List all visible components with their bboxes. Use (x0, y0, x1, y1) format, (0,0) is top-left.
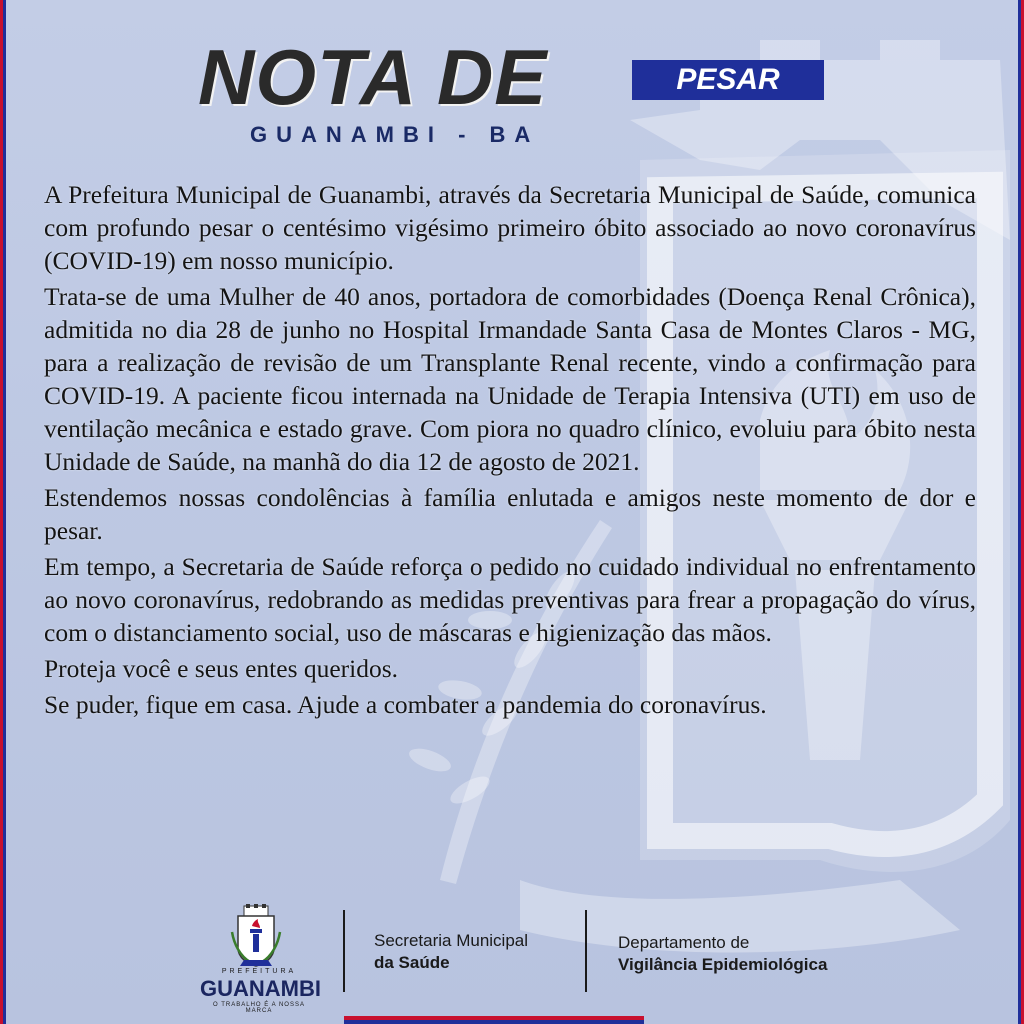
paragraph-intro: A Prefeitura Municipal de Guanambi, através da Secretaria Municipal de Saúde, comunica com profundo pesar o centésimo vigésimo primeiro óbito associado ao novo coronavírus (COVID-19) em nosso município. (44, 180, 976, 275)
paragraph-condolences: Estendemos nossas condolências à família enlutada e amigos neste momento de dor e pesar. (44, 483, 976, 545)
footer-secretaria (374, 930, 528, 974)
page-title: NOTA DE (198, 33, 548, 121)
footer-divider-1 (343, 910, 345, 992)
prefeitura-logo (200, 904, 321, 1014)
logo-prefeitura-label: PREFEITURA (221, 968, 297, 975)
paragraph-case-details: Trata-se de uma Mulher de 40 anos, portadora de comorbidades (Doença Renal Crônica), admitida no dia 28 de junho no Hospital Irmandade Santa Casa de Montes Claros - MG, para a realização de revisão de um Transplante Renal recente, vindo a confirmação para COVID-19. A paciente ficou internada na Unidade de Terapia Intensiva (UTI) em uso de ventilação mecânica e estado grave. Com piora no quadro clínico, evoluiu para óbito nesta Unidade de Saúde, na manhã do dia 12 de agosto de 2021. (44, 282, 976, 476)
footer-departamento (618, 932, 827, 976)
departamento-line1: Departamento de (618, 933, 750, 952)
logo-name: GUANAMBI (200, 976, 321, 1001)
departamento-line2: Vigilância Epidemiológica (618, 955, 828, 974)
logo-motto: O TRABALHO É A NOSSA MARCA (213, 1002, 305, 1014)
announcement-body (44, 178, 976, 724)
paragraph-prevention: Em tempo, a Secretaria de Saúde reforça o pedido no cuidado individual no enfrentamento ao novo coronavírus, redobrando as medidas preventivas para frear a propagação do vírus, com o distanciamento social, uso de máscaras e higienização das mãos. (44, 552, 976, 647)
bottom-accent-bar (344, 1016, 644, 1024)
pesar-badge: PESAR (632, 60, 824, 100)
paragraph-stay-home: Se puder, fique em casa. Ajude a combater a pandemia do coronavírus. (44, 690, 767, 719)
secretaria-line2: da Saúde (374, 953, 450, 972)
city-subtitle: GUANAMBI - BA (250, 122, 540, 147)
paragraph-protect: Proteja você e seus entes queridos. (44, 654, 399, 683)
secretaria-line1: Secretaria Municipal (374, 931, 529, 950)
footer-divider-2 (585, 910, 587, 992)
city-crest-icon (226, 904, 286, 970)
border-left (0, 0, 6, 1024)
border-right (1018, 0, 1024, 1024)
